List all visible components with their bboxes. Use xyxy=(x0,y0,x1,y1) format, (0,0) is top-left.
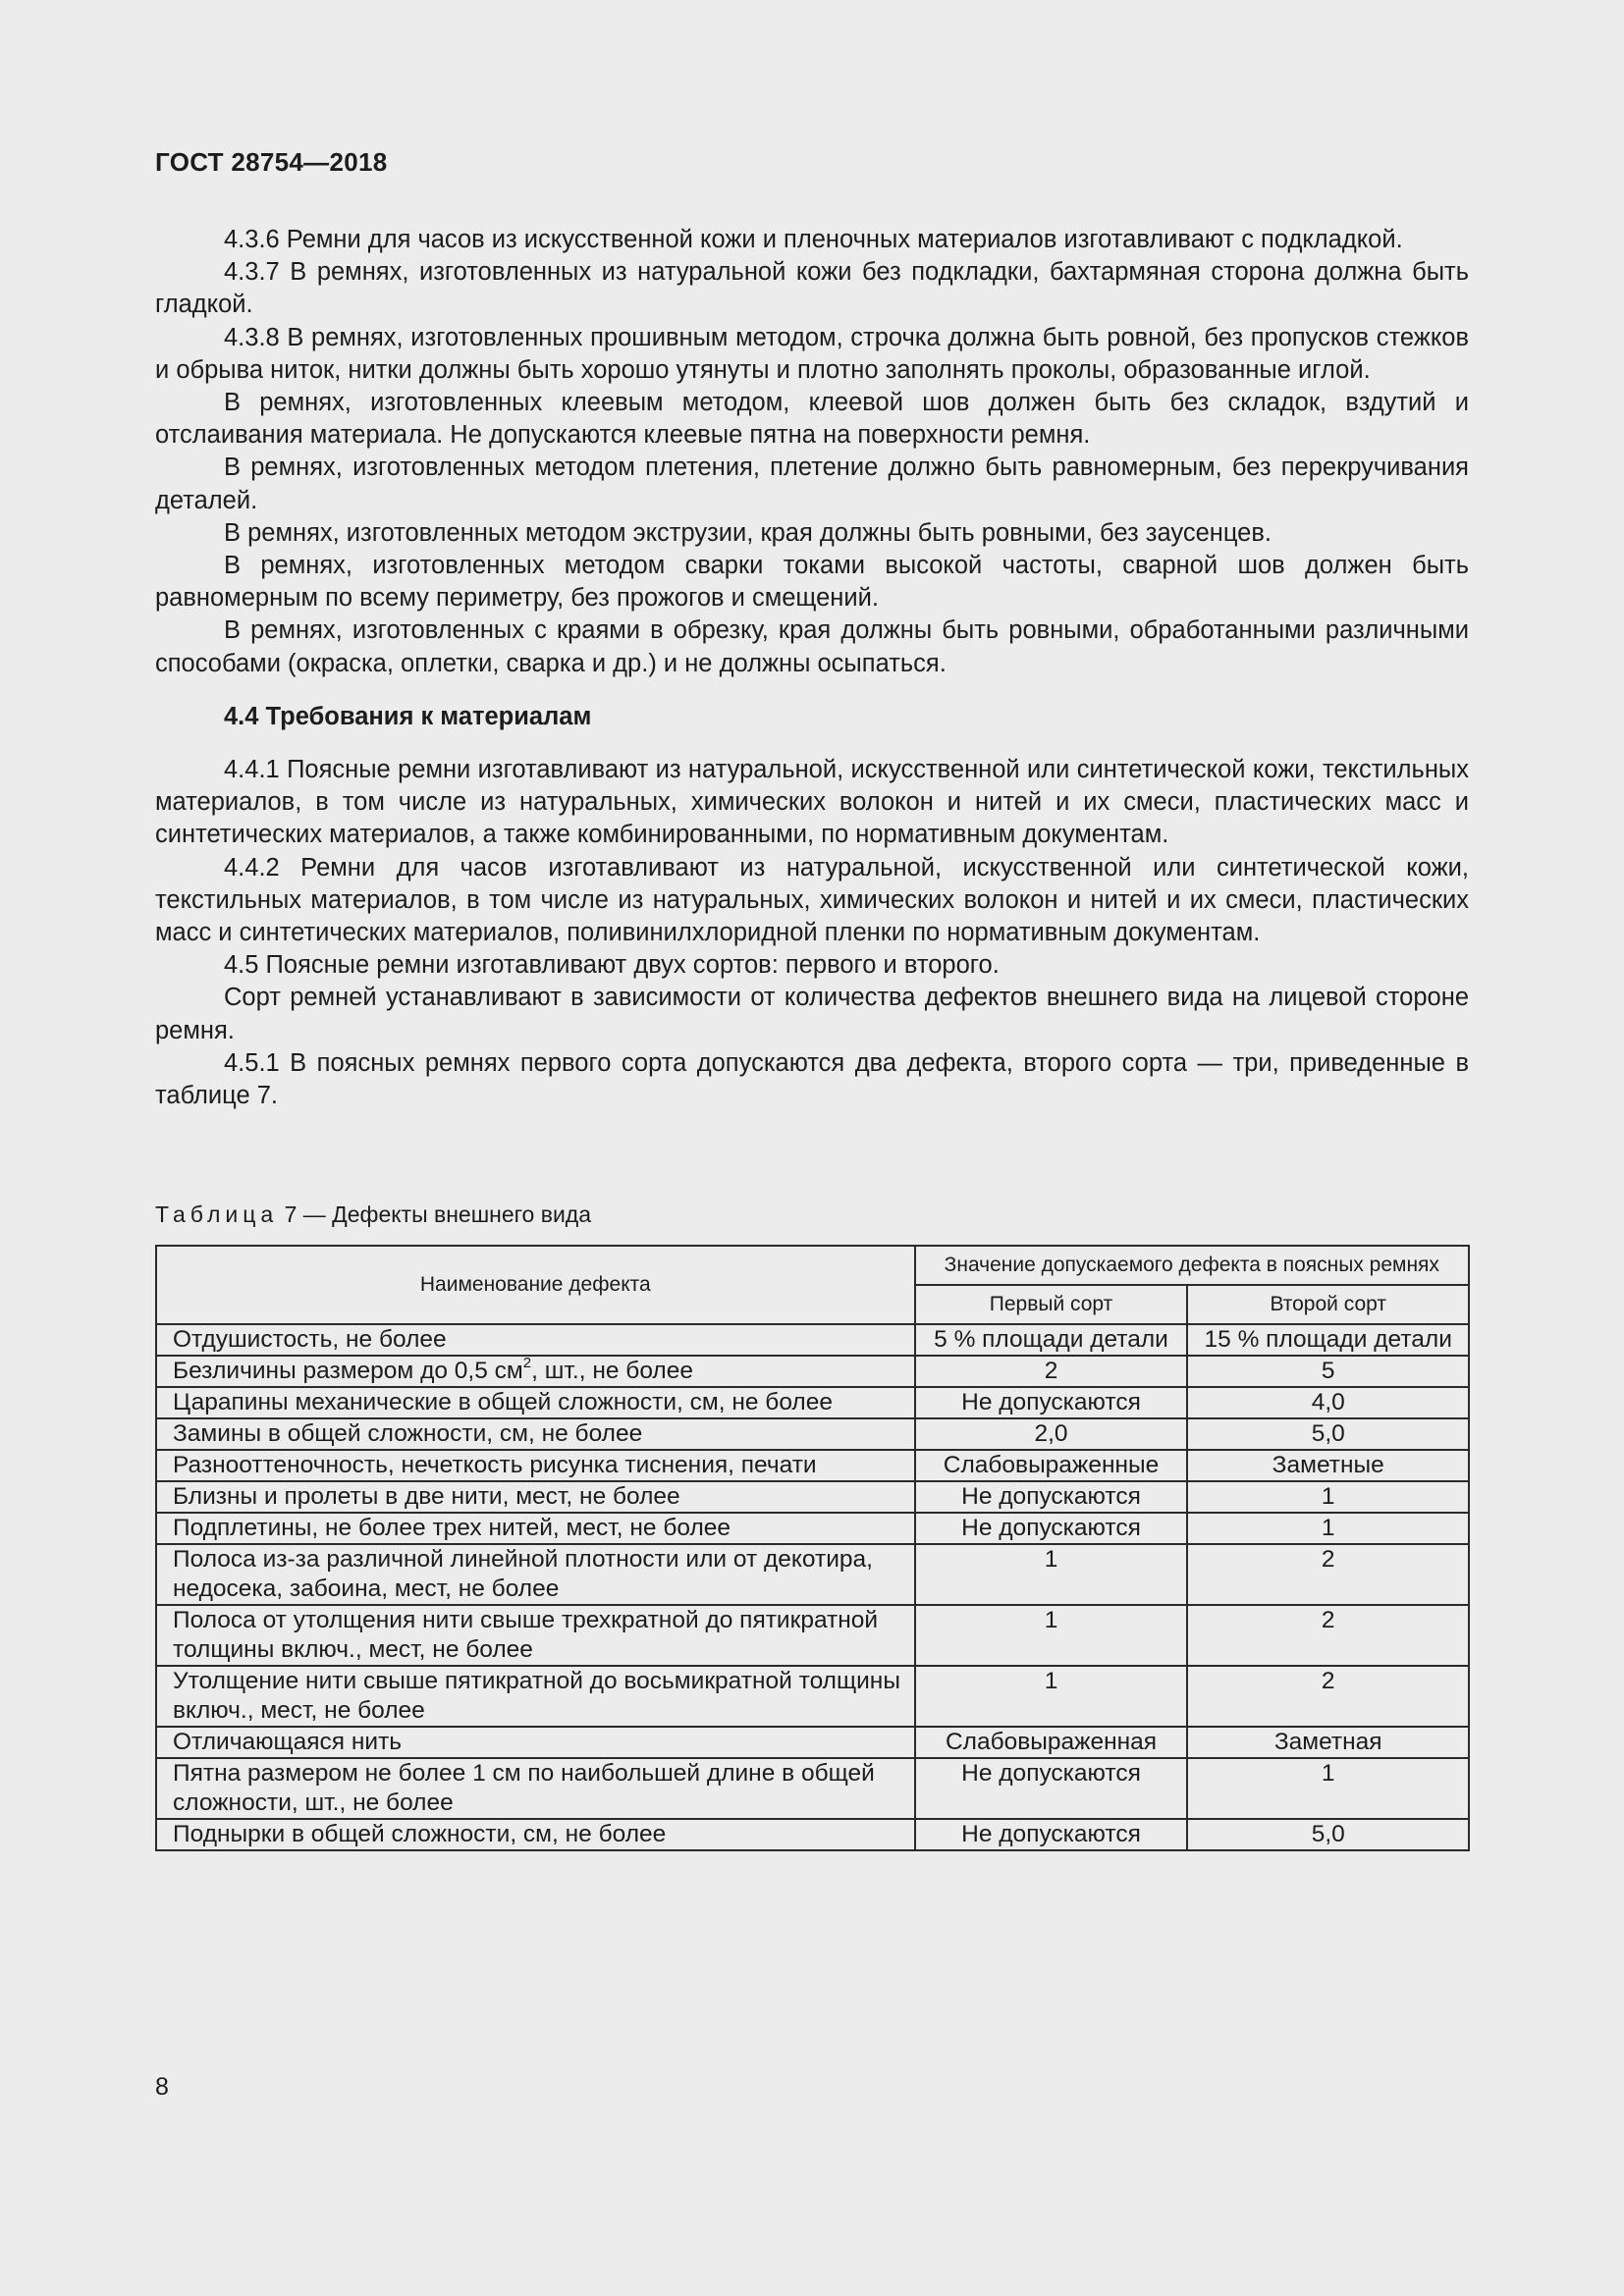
defect-name: Подплетины, не более трех нитей, мест, не более xyxy=(156,1513,915,1544)
first-grade-value: 1 xyxy=(915,1666,1188,1727)
defect-name: Отличающаяся нить xyxy=(156,1727,915,1758)
table-row xyxy=(156,1387,1469,1418)
defect-name: Царапины механические в общей сложности, см, не более xyxy=(156,1387,915,1418)
table-caption-word: Таблица xyxy=(155,1201,279,1227)
second-grade-value: Заметная xyxy=(1187,1727,1469,1758)
paragraph-hf-welding-method: В ремнях, изготовленных методом сварки токами высокой частоты, сварной шов должен быть равномерным по всему периметру, без прожогов и смещений. xyxy=(155,552,1469,613)
second-grade-value: 1 xyxy=(1187,1513,1469,1544)
defect-name: Разнооттеночность, нечеткость рисунка тиснения, печати xyxy=(156,1450,915,1481)
first-grade-value: Слабовыраженные xyxy=(915,1450,1188,1481)
defect-name-part: Безличины размером до 0,5 см xyxy=(173,1358,523,1384)
paragraph-extrusion-method: В ремнях, изготовленных методом экструзии, края должны быть ровными, без заусенцев. xyxy=(224,518,1272,547)
defect-name: Полоса из-за различной линейной плотности или от декотира, недосека, забоина, мест, не более xyxy=(156,1544,915,1605)
table-caption-title: 7 — Дефекты внешнего вида xyxy=(284,1201,592,1227)
table-row xyxy=(156,1819,1469,1850)
paragraph-4-5-1: 4.5.1 В поясных ремнях первого сорта допускаются два дефекта, второго сорта — три, приведенные в таблице 7. xyxy=(155,1048,1469,1110)
section-heading-4-4: 4.4 Требования к материалам xyxy=(224,702,592,730)
second-grade-value: 1 xyxy=(1187,1481,1469,1513)
first-grade-value: Не допускаются xyxy=(915,1387,1188,1418)
defect-name xyxy=(156,1356,915,1387)
table-row xyxy=(156,1605,1469,1666)
paragraph-4-3-6: 4.3.6 Ремни для часов из искусственной кожи и пленочных материалов изготавливают с подкладкой. xyxy=(224,226,1403,253)
first-grade-value: Не допускаются xyxy=(915,1481,1188,1513)
paragraph-glue-method: В ремнях, изготовленных клеевым методом, клеевой шов должен быть без складок, вздутий и отслаивания материала. Не допускаются клеевые пятна на поверхности ремня. xyxy=(155,389,1469,450)
page-number: 8 xyxy=(155,2073,169,2101)
paragraph-weave-method: В ремнях, изготовленных методом плетения, плетение должно быть равномерным, без перекручивания деталей. xyxy=(155,454,1469,514)
defect-name: Пятна размером не более 1 см по наибольшей длине в общей сложности, шт., не более xyxy=(156,1758,915,1819)
first-grade-value: Не допускаются xyxy=(915,1819,1188,1850)
first-grade-value: 2 xyxy=(915,1356,1188,1387)
table-row xyxy=(156,1758,1469,1819)
header-defect-name: Наименование дефекта xyxy=(156,1246,915,1324)
table-row xyxy=(156,1727,1469,1758)
first-grade-value: 1 xyxy=(915,1544,1188,1605)
table-row xyxy=(156,1513,1469,1544)
second-grade-value: 5,0 xyxy=(1187,1418,1469,1450)
paragraph-cut-edges: В ремнях, изготовленных с краями в обрезку, края должны быть ровными, обработанными различными способами (окраска, оплетки, сварка и др.) и не должны осыпаться. xyxy=(155,616,1469,677)
second-grade-value: 4,0 xyxy=(1187,1387,1469,1418)
paragraph-grade: Сорт ремней устанавливают в зависимости от количества дефектов внешнего вида на лицевой стороне ремня. xyxy=(155,984,1469,1044)
header-second-grade: Второй сорт xyxy=(1187,1285,1469,1324)
defects-table xyxy=(155,1245,1470,1851)
first-grade-value: Слабовыраженная xyxy=(915,1727,1188,1758)
first-grade-value: 5 % площади детали xyxy=(915,1324,1188,1356)
second-grade-value: 2 xyxy=(1187,1666,1469,1727)
document-header-code: ГОСТ 28754—2018 xyxy=(155,147,388,177)
first-grade-value: 2,0 xyxy=(915,1418,1188,1450)
paragraph-4-4-2: 4.4.2 Ремни для часов изготавливают из натуральной, искусственной или синтетической кожи, текстильных материалов, в том числе из натуральных, химических волокон и нитей и их смеси, пластических масс и синтетических материалов, поливинилхлоридной пленки по нормативным документам. xyxy=(155,853,1469,947)
second-grade-value: 2 xyxy=(1187,1605,1469,1666)
paragraph-4-4-1: 4.4.1 Поясные ремни изготавливают из натуральной, искусственной или синтетической кожи, текстильных материалов, в том числе из натуральных, химических волокон и нитей и их смеси, пластических масс и синтетических материалов, а также комбинированными, по нормативным документам. xyxy=(155,756,1469,849)
defect-name: Поднырки в общей сложности, см, не более xyxy=(156,1819,915,1850)
table-row xyxy=(156,1324,1469,1356)
defect-name: Близны и пролеты в две нити, мест, не более xyxy=(156,1481,915,1513)
table-row xyxy=(156,1418,1469,1450)
second-grade-value: 2 xyxy=(1187,1544,1469,1605)
second-grade-value: 15 % площади детали xyxy=(1187,1324,1469,1356)
defect-name: Утолщение нити свыше пятикратной до восьмикратной толщины включ., мест, не более xyxy=(156,1666,915,1727)
superscript-two: 2 xyxy=(522,1354,532,1371)
defect-name: Полоса от утолщения нити свыше трехкратной до пятикратной толщины включ., мест, не более xyxy=(156,1605,915,1666)
table-row xyxy=(156,1544,1469,1605)
paragraph-4-5: 4.5 Поясные ремни изготавливают двух сортов: первого и второго. xyxy=(224,951,1000,980)
paragraph-4-3-8: 4.3.8 В ремнях, изготовленных прошивным методом, строчка должна быть ровной, без пропусков стежков и обрыва ниток, нитки должны быть хорошо утянуты и плотно заполнять проколы, образованные иглой. xyxy=(155,323,1469,384)
first-grade-value: Не допускаются xyxy=(915,1513,1188,1544)
table-row xyxy=(156,1666,1469,1727)
defect-name-part: , шт., не более xyxy=(531,1358,693,1384)
paragraph-4-3-7: 4.3.7 В ремнях, изготовленных из натуральной кожи без подкладки, бахтармяная сторона должна быть гладкой. xyxy=(155,258,1469,319)
table-row xyxy=(156,1481,1469,1513)
body-text xyxy=(155,224,1469,1112)
second-grade-value: 5 xyxy=(1187,1356,1469,1387)
table-caption xyxy=(155,1201,591,1228)
header-allowed-value: Значение допускаемого дефекта в поясных ремнях xyxy=(915,1246,1469,1285)
first-grade-value: 1 xyxy=(915,1605,1188,1666)
second-grade-value: 1 xyxy=(1187,1758,1469,1819)
table-row xyxy=(156,1356,1469,1387)
second-grade-value: Заметные xyxy=(1187,1450,1469,1481)
header-first-grade: Первый сорт xyxy=(915,1285,1188,1324)
table-row xyxy=(156,1450,1469,1481)
defect-name: Замины в общей сложности, см, не более xyxy=(156,1418,915,1450)
defect-name: Отдушистость, не более xyxy=(156,1324,915,1356)
second-grade-value: 5,0 xyxy=(1187,1819,1469,1850)
first-grade-value: Не допускаются xyxy=(915,1758,1188,1819)
